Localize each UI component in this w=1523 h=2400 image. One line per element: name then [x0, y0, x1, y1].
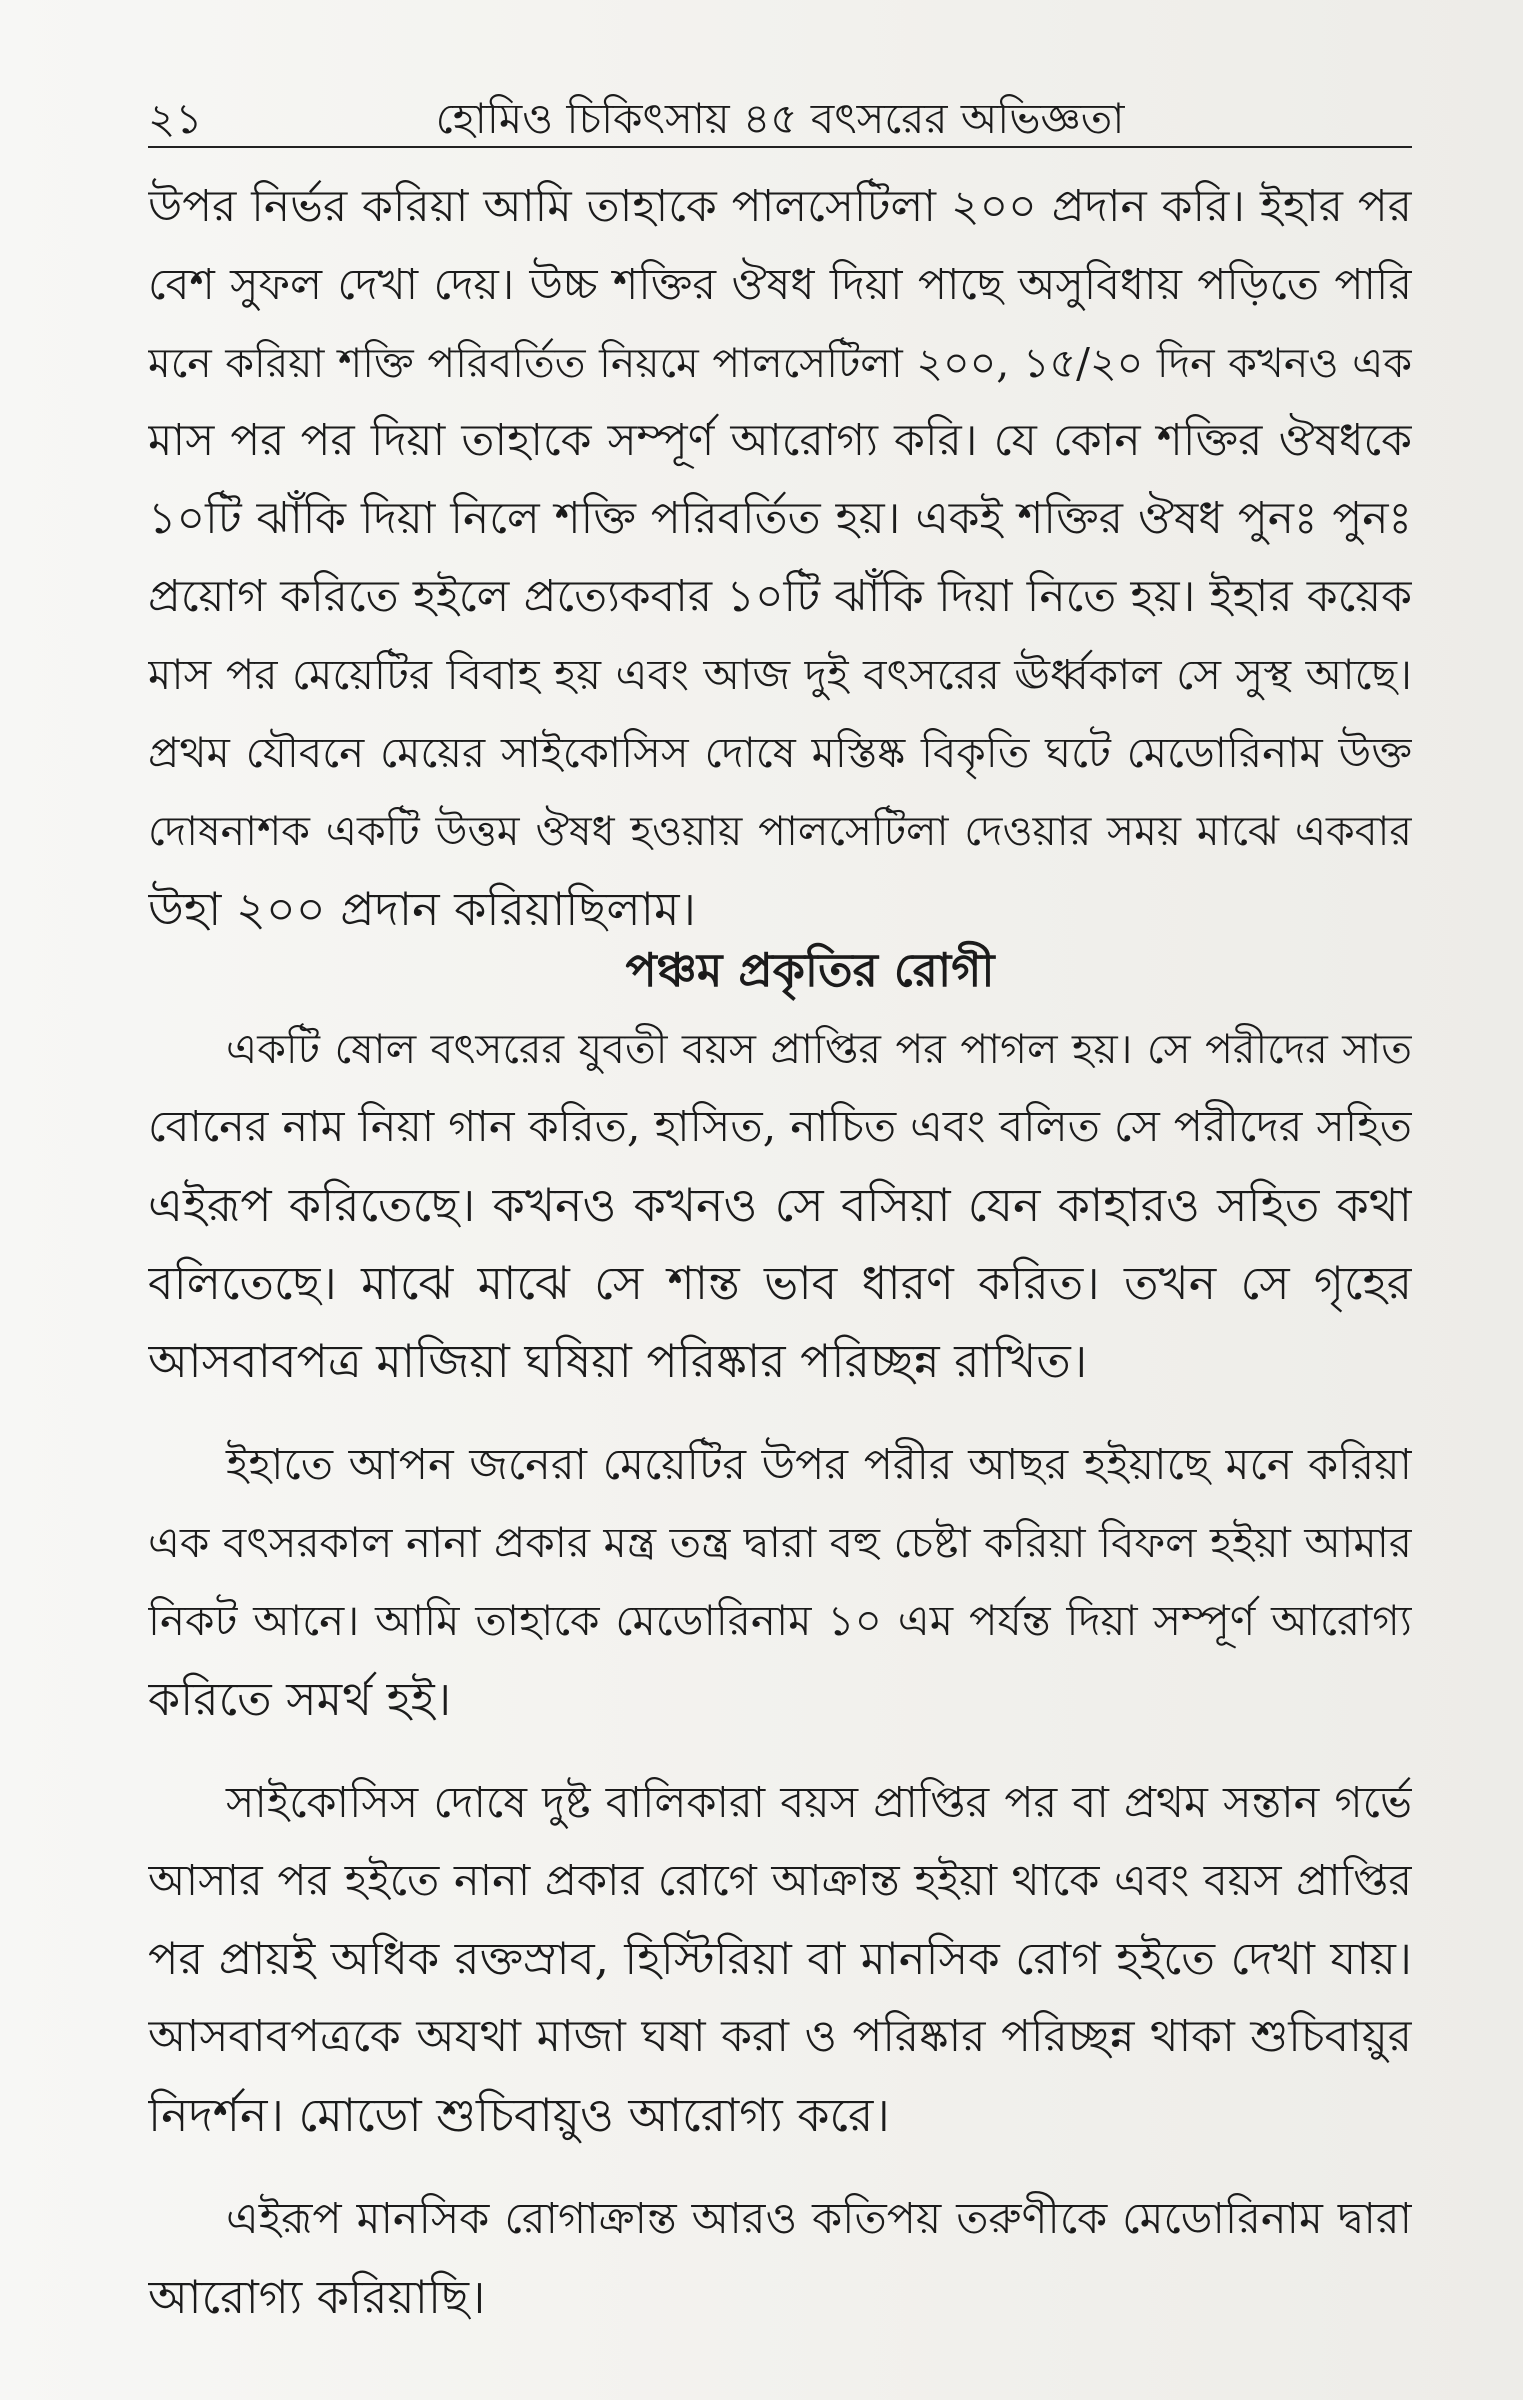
- text-line: নিদর্শন। মোডো শুচিবায়ুও আরোগ্য করে।: [148, 2088, 890, 2142]
- text-line: এইরূপ মানসিক রোগাক্রান্ত আরও কতিপয় তরুণীকে মেডোরিনাম দ্বারা: [226, 2194, 1412, 2244]
- text-line: পর প্রায়ই অধিক রক্তস্রাব, হিস্টিরিয়া বা মানসিক রোগ হইতে দেখা যায়।: [148, 1932, 1412, 1985]
- text-line: এক বৎসরকাল নানা প্রকার মন্ত্র তন্ত্র দ্বারা বহু চেষ্টা করিয়া বিফল হইয়া আমার: [148, 1518, 1412, 1567]
- text-line: উপর নির্ভর করিয়া আমি তাহাকে পালসেটিলা ২০০ প্রদান করি। ইহার পর: [148, 181, 1412, 232]
- paragraph: [148, 2180, 1412, 2336]
- text-block: [148, 92, 1412, 2336]
- paragraph: [148, 1010, 1412, 1400]
- paragraph: [148, 1764, 1412, 2154]
- text-line: মাস পর পর দিয়া তাহাকে সম্পূর্ণ আরোগ্য করি। যে কোন শক্তির ঔষধকে: [148, 415, 1412, 466]
- paragraph: [148, 1426, 1412, 1738]
- text-line: একটি ষোল বৎসরের যুবতী বয়স প্রাপ্তির পর পাগল হয়। সে পরীদের সাত: [226, 1025, 1412, 1073]
- text-line: প্রয়োগ করিতে হইলে প্রত্যেকবার ১০টি ঝাঁকি দিয়া নিতে হয়। ইহার কয়েক: [148, 571, 1412, 622]
- text-line: প্রথম যৌবনে মেয়ের সাইকোসিস দোষে মস্তিষ্ক বিকৃতি ঘটে মেডোরিনাম উক্ত: [148, 728, 1412, 777]
- running-title: হোমিও চিকিৎসায় ৪৫ বৎসরের অভিজ্ঞতা: [435, 94, 1125, 143]
- text-line: মনে করিয়া শক্তি পরিবর্তিত নিয়মে পালসেটিলা ২০০, ১৫/২০ দিন কখনও এক: [148, 339, 1412, 387]
- text-line: এইরূপ করিতেছে। কখনও কখনও সে বসিয়া যেন কাহারও সহিত কথা: [148, 1178, 1412, 1232]
- text-line: দোষনাশক একটি উত্তম ঔষধ হওয়ায় পালসেটিলা দেওয়ার সময় মাঝে একবার: [148, 807, 1412, 855]
- text-line: সাইকোসিস দোষে দুষ্ট বালিকারা বয়স প্রাপ্তির পর বা প্রথম সন্তান গর্ভে: [226, 1778, 1412, 1828]
- text-line: করিতে সমর্থ হই।: [148, 1672, 452, 1726]
- text-line: ১০টি ঝাঁকি দিয়া নিলে শক্তি পরিবর্তিত হয়। একই শক্তির ঔষধ পুনঃ পুনঃ: [148, 493, 1412, 544]
- text-line: উহা ২০০ প্রদান করিয়াছিলাম।: [148, 882, 696, 936]
- text-line: ইহাতে আপন জনেরা মেয়েটির উপর পরীর আছর হইয়াছে মনে করিয়া: [226, 1440, 1412, 1490]
- text-line: আসবাবপত্রকে অযথা মাজা ঘষা করা ও পরিষ্কার পরিচ্ছন্ন থাকা শুচিবায়ুর: [148, 2011, 1412, 2062]
- page-number: ২১: [148, 94, 203, 143]
- text-line: মাস পর মেয়েটির বিবাহ হয় এবং আজ দুই বৎসরের ঊর্ধ্বকাল সে সুস্থ আছে।: [148, 650, 1412, 699]
- header-rule: [148, 146, 1412, 148]
- continued-paragraph: [148, 168, 1412, 948]
- text-line: নিকট আনে। আমি তাহাকে মেডোরিনাম ১০ এম পর্যন্ত দিয়া সম্পূর্ণ আরোগ্য: [148, 1596, 1412, 1645]
- running-header: [148, 92, 1412, 146]
- text-line: বেশ সুফল দেখা দেয়। উচ্চ শক্তির ঔষধ দিয়া পাছে অসুবিধায় পড়িতে পারি: [148, 260, 1412, 310]
- text-line: বলিতেছে। মাঝে মাঝে সে শান্ত ভাব ধারণ করিত। তখন সে গৃহের: [148, 1256, 1412, 1310]
- text-line: বোনের নাম নিয়া গান করিত, হাসিত, নাচিত এবং বলিত সে পরীদের সহিত: [148, 1102, 1412, 1152]
- text-line: আসার পর হইতে নানা প্রকার রোগে আক্রান্ত হইয়া থাকে এবং বয়স প্রাপ্তির: [148, 1856, 1412, 1906]
- text-line: আরোগ্য করিয়াছি।: [148, 2270, 486, 2324]
- section-heading: পঞ্চম প্রকৃতির রোগী: [625, 943, 995, 997]
- text-line: আসবাবপত্র মাজিয়া ঘষিয়া পরিষ্কার পরিচ্ছন্ন রাখিত।: [148, 1334, 1088, 1388]
